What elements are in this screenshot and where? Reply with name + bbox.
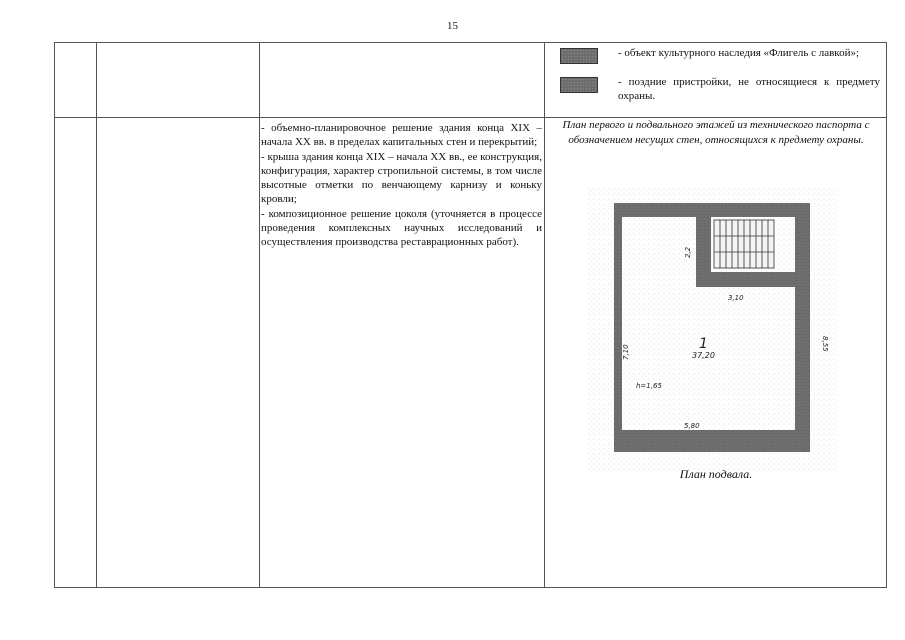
wall-left (614, 203, 622, 452)
description-item: - объемно-планировочное решение здания конца XIX – начала XX вв. в пределах капитальных стен и перекрытий; (261, 122, 542, 149)
page-number: 15 (447, 20, 458, 32)
room-area: 37,20 (692, 351, 715, 360)
dim-left: 7,10 (622, 344, 630, 360)
plan-title: План первого и подвального этажей из технического паспорта с обозначением несущих стен, относящихся к предмету охраны. (562, 119, 870, 146)
table-column-divider-3 (544, 42, 545, 588)
dim-stair-side: 2,2 (684, 246, 692, 258)
dim-right: 8,55 (821, 336, 829, 352)
table-bottom-border (54, 587, 887, 588)
dim-inner-bottom: 3,10 (728, 294, 744, 302)
floor-plan-drawing (588, 188, 838, 473)
legend-text: - объект культурного наследия «Флигель с лавкой»; (618, 47, 860, 59)
protection-description (261, 121, 542, 250)
wall-top (614, 203, 810, 217)
table-top-border (54, 42, 887, 43)
table-column-divider-2 (259, 42, 260, 588)
legend-text: - поздние пристройки, не относящиеся к предмету охраны. (618, 76, 880, 102)
table-column-divider-1 (96, 42, 97, 588)
plan-caption: План подвала. (679, 467, 753, 481)
wall-bottom (614, 430, 810, 452)
dim-outer-width: 6,50 (703, 454, 719, 462)
legend-item-later-additions (560, 75, 882, 109)
legend-swatch (560, 77, 598, 93)
legend-swatch (560, 48, 598, 64)
wall-right (795, 203, 810, 452)
dim-inner-width: 5,80 (684, 422, 700, 430)
description-item: - крыша здания конца XIX – начала XX вв., ее конструкция, конфигурация, характер стропильной системы, в том числе высотные отметки по венчающему карнизу и коньку кровли; (261, 150, 542, 206)
staircase (714, 220, 774, 268)
table-left-border (54, 42, 55, 588)
wall-stair-bottom (696, 272, 795, 287)
level-mark: h=1,65 (636, 382, 662, 390)
room-number: 1 (699, 336, 708, 352)
description-item: - композиционное решение цоколя (уточняется в процессе проведения комплексных научных исследований и осуществления производства реставрационных работ). (261, 207, 542, 249)
table-right-border (886, 42, 887, 588)
